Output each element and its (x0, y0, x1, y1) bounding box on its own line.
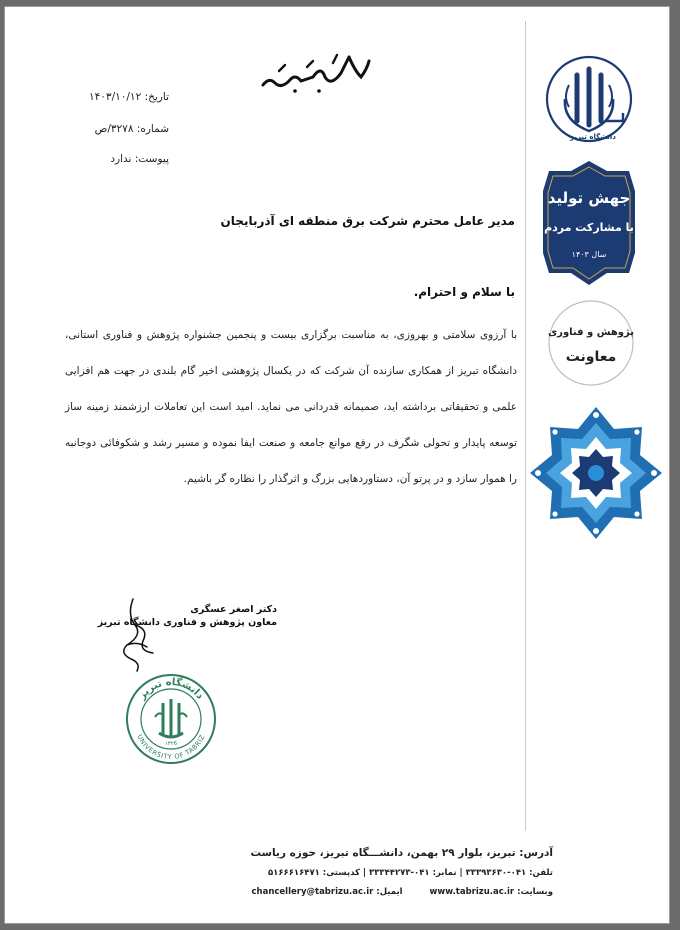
geometric-pattern (529, 403, 663, 543)
footer-phone: تلفن: ۰۴۱-۳۳۳۹۳۶۳۰ | نمابر: ۰۴۱-۳۳۳۴۴۲۷۳ | کدپستی: ۵۱۶۶۶۱۶۴۷۱ (267, 868, 553, 878)
campaign-text-1: جهش تولید (547, 189, 631, 207)
letter-date: تاریخ: ۱۴۰۳/۱۰/۱۲ (89, 91, 169, 103)
campaign-text-2: با مشارکت مردم (544, 221, 634, 234)
seal-text-top: دانشگاه تبریز (136, 676, 206, 702)
campaign-year: سال ۱۴۰۳ (571, 250, 607, 259)
letter-number: شماره: ۳۲۷۸/ص (94, 123, 169, 135)
letter-page (4, 6, 670, 924)
seal-text-bottom: UNIVERSITY OF TABRIZ (135, 733, 207, 762)
research-text-2: معاونت (565, 349, 617, 365)
signer-title: معاون پژوهش و فناوری دانشگاه تبریز (97, 617, 277, 628)
basmala-calligraphy (255, 47, 375, 97)
research-logo (539, 297, 643, 389)
letter-attachment: پیوست: ندارد (110, 153, 169, 165)
university-logo (543, 51, 635, 149)
greeting: با سلام و احترام. (413, 285, 515, 299)
website-link[interactable]: www.tabrizu.ac.ir (429, 887, 515, 897)
letter-body: با آرزوی سلامتی و بهروزی، به مناسبت برگزاری بیست و پنجمین جشنواره پژوهش و فناوری استانی، دانشگاه تبریز از همکاری سازنده آن شرکت که در یکسال پژوهشی اخیر گام بلندی در جهت هم افزایی علمی و تحقیقاتی برداشته اید، صمیمانه قدردانی می نماید. امید است این تعاملات ارزشمند زمینه ساز توسعه پایدار و تحولی شگرف در رفع موانع جامعه و صنعت ایفا نموده و مسیر رشد و شکوفائی دوجانبه را هموار سازد و در پرتو آن، دستاوردهایی بزرگ و اثرگذار را نظاره گر باشیم. (65, 329, 517, 485)
seal-year: ۱۳۲6 (164, 741, 178, 747)
footer-address: آدرس: تبریز، بلوار ۲۹ بهمن، دانشـــگاه تبریز، حوزه ریاست (250, 847, 553, 859)
footer-web: وبسایت: www.tabrizu.ac.ir ایمیل: chancellery@tabrizu.ac.ir (251, 887, 553, 897)
university-logo-text: دانشگاه تبریز (570, 133, 616, 141)
recipient-line: مدیر عامل محترم شرکت برق منطقه ای آذربایجان (220, 214, 515, 228)
handwritten-signature (113, 595, 161, 673)
signer-name: دکتر اصغر عسگری (190, 604, 277, 615)
research-text-1: پژوهش و فناوری (548, 327, 634, 338)
university-seal (123, 671, 219, 767)
email-link[interactable]: chancellery@tabrizu.ac.ir (251, 887, 374, 897)
sidebar-divider (525, 21, 526, 831)
campaign-badge (537, 157, 641, 289)
